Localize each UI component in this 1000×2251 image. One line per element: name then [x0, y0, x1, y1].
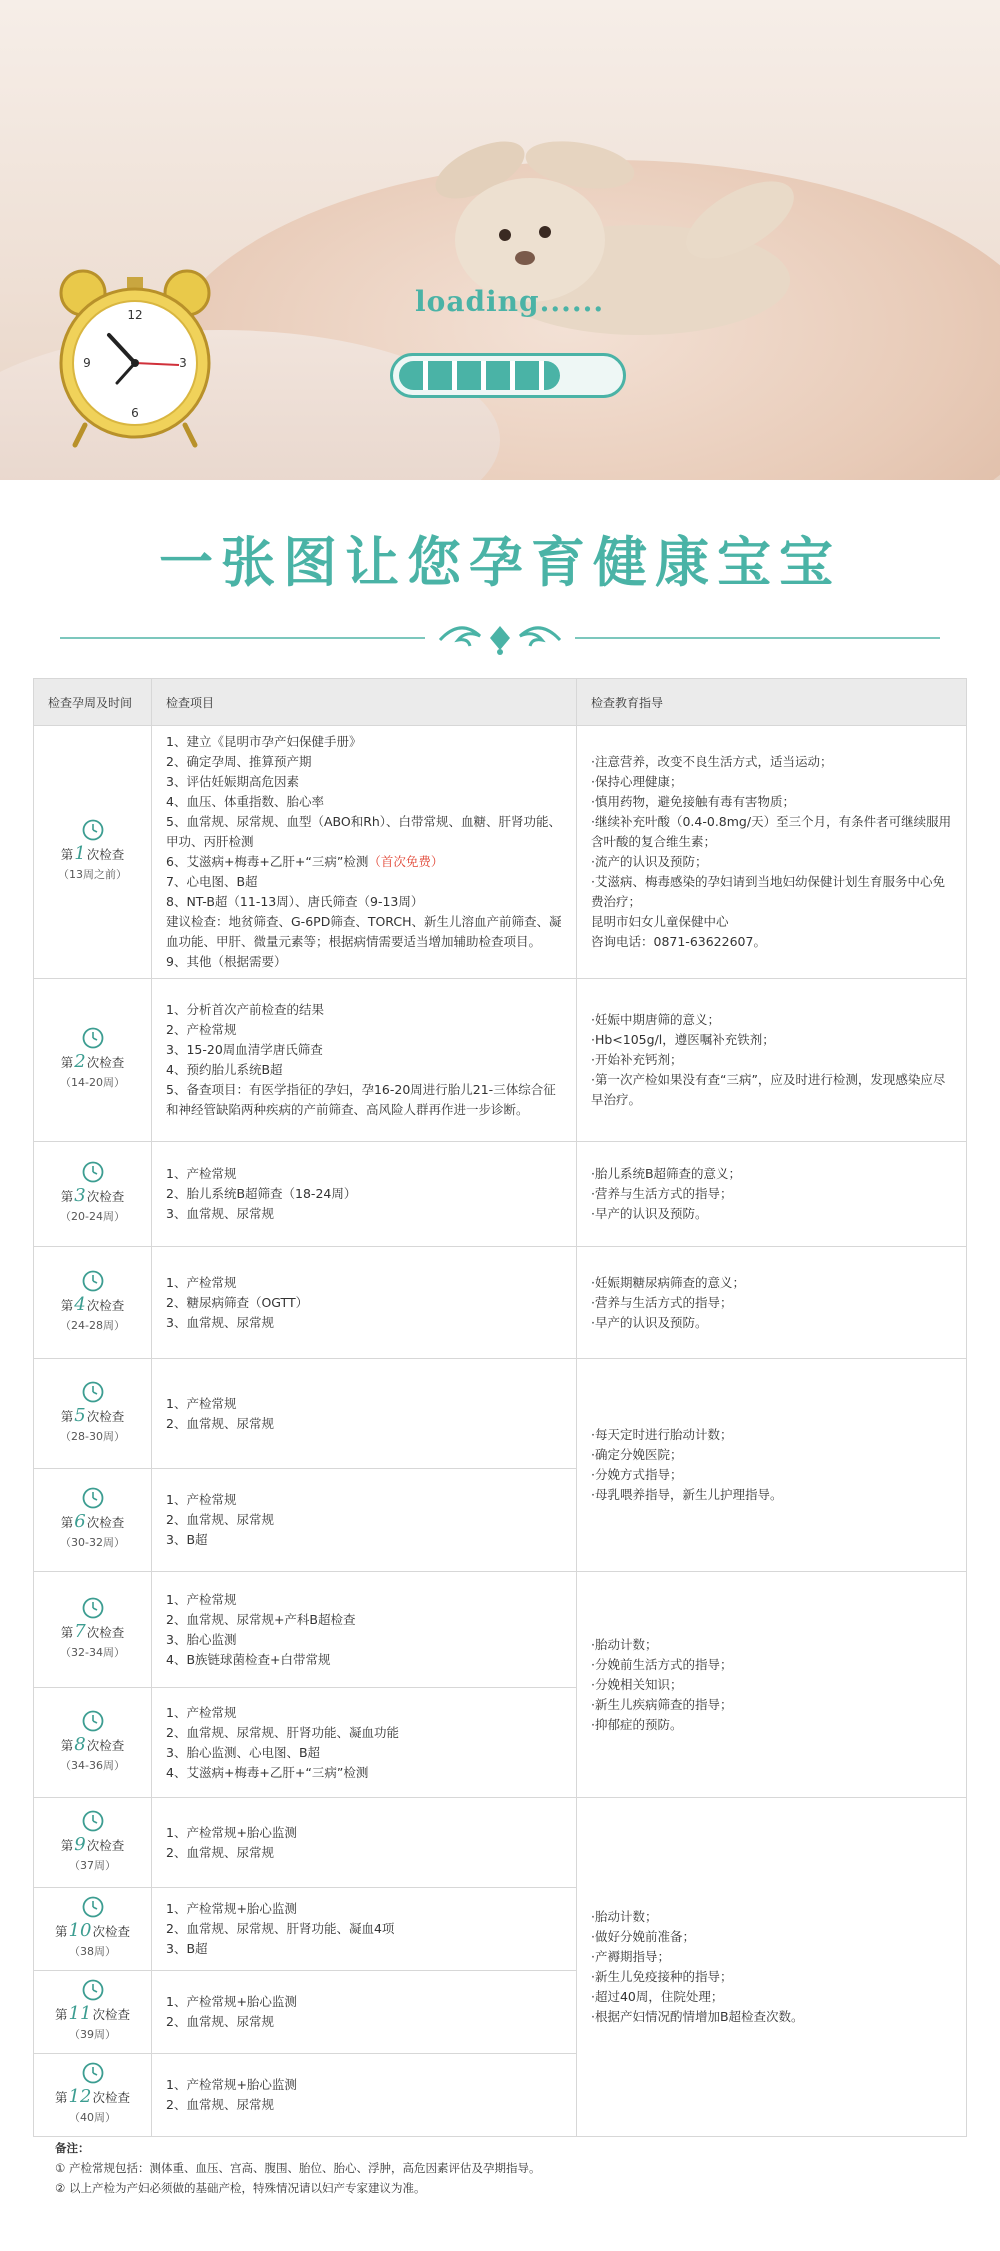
stage-weeks: （13周之前） — [58, 868, 127, 881]
table-row — [34, 979, 967, 1142]
advice-item: ·确定分娩医院； — [591, 1447, 683, 1462]
stage-cell — [34, 1572, 152, 1688]
advice-item: ·流产的认识及预防； — [591, 854, 708, 869]
items-cell — [152, 979, 577, 1142]
check-item: 3、评估妊娠期高危因素 — [166, 774, 299, 789]
items-cell — [152, 1798, 577, 1888]
stage-label — [35, 1735, 150, 1756]
stage-cell — [34, 1469, 152, 1572]
stage-label — [35, 1406, 150, 1427]
advice-cell — [577, 979, 967, 1142]
stage-pre: 第 — [60, 1624, 74, 1640]
stage-cell — [34, 1971, 152, 2054]
stage-post: 次检查 — [86, 1297, 125, 1313]
stage-num: 9 — [74, 1833, 86, 1855]
check-item: 7、心电图、B超 — [166, 874, 258, 889]
loading-progress-bar — [390, 353, 626, 398]
stage-cell — [34, 726, 152, 979]
stage-num: 2 — [74, 1051, 86, 1072]
advice-item: ·开始补充钙剂； — [591, 1052, 683, 1067]
advice-item: ·母乳喂养指导，新生儿护理指导。 — [591, 1487, 783, 1502]
stage-label — [35, 1835, 150, 1856]
check-item: 3、血常规、尿常规 — [166, 1206, 274, 1221]
advice-item: ·早产的认识及预防。 — [591, 1314, 708, 1330]
check-item: 2、胎儿系统B超筛查（18-24周） — [166, 1186, 357, 1201]
stage-post: 次检查 — [92, 2090, 130, 2105]
advice-item: ·根据产妇情况酌情增加B超检查次数。 — [591, 2009, 804, 2024]
table-row — [34, 1798, 967, 1888]
stage-num: 6 — [74, 1511, 86, 1532]
check-item: 2、血常规、尿常规、肝肾功能、凝血功能 — [166, 1724, 399, 1740]
clock-icon — [82, 1710, 104, 1732]
svg-text:3: 3 — [179, 356, 187, 370]
advice-item: ·做好分娩前准备； — [591, 1929, 695, 1944]
advice-item: ·分娩相关知识； — [591, 1676, 683, 1692]
clock-icon — [82, 1027, 104, 1049]
advice-cell — [577, 1572, 967, 1798]
stage-pre: 第 — [60, 1055, 74, 1070]
loading-text: loading...... — [415, 285, 605, 318]
check-item: 2、血常规、尿常规 — [166, 1512, 274, 1527]
advice-item: ·妊娠期糖尿病筛查的意义； — [591, 1274, 745, 1290]
stage-num: 4 — [74, 1293, 86, 1315]
stage-weeks: （28-30周） — [60, 1429, 125, 1443]
clock-icon — [82, 1381, 104, 1403]
stage-post: 次检查 — [92, 1924, 130, 1939]
stage-weeks: （38周） — [69, 1945, 116, 1958]
stage-num: 11 — [68, 2003, 92, 2024]
items-cell — [152, 1142, 577, 1247]
stage-weeks: （14-20周） — [60, 1076, 125, 1089]
advice-item: ·胎动计数； — [591, 1636, 658, 1652]
note-line: ① 产检常规包括：测体重、血压、宫高、腹围、胎位、胎心、浮肿，高危因素评估及孕期指导。 — [55, 2161, 541, 2175]
check-item: 1、产检常规 — [166, 1492, 237, 1507]
advice-cell — [577, 726, 967, 979]
svg-text:12: 12 — [127, 308, 143, 322]
stage-num: 10 — [68, 1920, 92, 1941]
advice-item: ·新生儿疾病筛查的指导； — [591, 1696, 733, 1712]
check-item: 2、血常规、尿常规 — [166, 2097, 274, 2112]
stage-pre: 第 — [60, 1515, 74, 1530]
stage-pre: 第 — [55, 2090, 68, 2105]
header-items: 检查项目 — [152, 679, 577, 726]
advice-item: ·注意营养，改变不良生活方式，适当运动； — [591, 754, 833, 769]
check-item: 3、胎心监测、心电图、B超 — [166, 1744, 321, 1760]
advice-cell — [577, 1247, 967, 1359]
check-item: 1、产检常规 — [166, 1591, 237, 1607]
clock-icon — [82, 1597, 104, 1619]
advice-item: ·妊娠中期唐筛的意义； — [591, 1012, 720, 1027]
stage-post: 次检查 — [86, 1189, 125, 1204]
table-row — [34, 1572, 967, 1688]
advice-item: ·Hb<105g/l，遵医嘱补充铁剂； — [591, 1032, 775, 1047]
check-item: 3、血常规、尿常规 — [166, 1314, 274, 1330]
clock-icon — [82, 1161, 104, 1183]
items-cell — [152, 1469, 577, 1572]
stage-pre: 第 — [60, 1837, 74, 1853]
advice-item: ·继续补充叶酸（0.4-0.8mg/天）至三个月，有条件者可继续服用含叶酸的复合维生素； — [591, 814, 952, 849]
items-cell — [152, 1888, 577, 1971]
stage-post: 次检查 — [86, 1515, 125, 1530]
stage-num: 7 — [74, 1620, 86, 1642]
page-title: 一张图让您孕育健康宝宝 — [159, 531, 841, 594]
check-item: 2、血常规、尿常规 — [166, 1844, 274, 1860]
check-item: 5、血常规、尿常规、血型（ABO和Rh）、白带常规、血糖、肝肾功能、甲功、丙肝检测 — [166, 814, 562, 849]
check-item: 1、产检常规 — [166, 1704, 237, 1720]
clock-icon — [82, 1270, 104, 1292]
check-item: 2、血常规、尿常规 — [166, 2014, 274, 2029]
check-item: 4、血压、体重指数、胎心率 — [166, 794, 324, 809]
check-item: 3、B超 — [166, 1532, 208, 1547]
advice-item: ·保持心理健康； — [591, 774, 683, 789]
check-item: 2、血常规、尿常规 — [166, 1415, 274, 1431]
stage-cell — [34, 1688, 152, 1798]
stage-label — [35, 1052, 150, 1073]
check-item-note: 建议检查：地贫筛查、G-6PD筛查、TORCH、新生儿溶血产前筛查、凝血功能、甲肝、微量元素等；根据病情需要适当增加辅助检查项目。 — [166, 914, 562, 949]
stage-cell — [34, 979, 152, 1142]
clock-icon — [82, 1810, 104, 1832]
table-row — [34, 726, 967, 979]
stage-post: 次检查 — [92, 2007, 130, 2022]
check-item: 9、其他（根据需要） — [166, 954, 287, 969]
items-cell — [152, 1359, 577, 1469]
check-item: 3、B超 — [166, 1941, 208, 1956]
check-item: 6、艾滋病+梅毒+乙肝+“三病”检测（首次免费） — [166, 854, 444, 869]
check-item: 1、产检常规+胎心监测 — [166, 1994, 297, 2009]
check-item: 5、备查项目：有医学指征的孕妇，孕16-20周进行胎儿21-三体综合征和神经管缺陷两种疾病的产前筛查、高风险人群再作进一步诊断。 — [166, 1082, 556, 1117]
stage-post: 次检查 — [86, 847, 125, 862]
check-item: 4、艾滋病+梅毒+乙肝+“三病”检测 — [166, 1764, 369, 1780]
stage-pre: 第 — [60, 1189, 74, 1204]
advice-item: ·抑郁症的预防。 — [591, 1716, 683, 1732]
check-item: 1、产检常规+胎心监测 — [166, 1901, 297, 1916]
advice-item: ·营养与生活方式的指导； — [591, 1294, 733, 1310]
stage-cell — [34, 1247, 152, 1359]
stage-cell — [34, 1888, 152, 1971]
advice-item: ·胎儿系统B超筛查的意义； — [591, 1166, 742, 1181]
stage-pre: 第 — [60, 1408, 74, 1424]
check-item: 2、血常规、尿常规、肝肾功能、凝血4项 — [166, 1921, 395, 1936]
check-item: 3、15-20周血清学唐氏筛查 — [166, 1042, 323, 1057]
stage-weeks: （39周） — [69, 2028, 116, 2041]
stage-label — [35, 1295, 150, 1316]
advice-item: ·分娩方式指导； — [591, 1467, 683, 1482]
advice-item: ·早产的认识及预防。 — [591, 1206, 708, 1221]
check-item: 1、建立《昆明市孕产妇保健手册》 — [166, 734, 362, 749]
stage-label — [35, 844, 150, 865]
advice-item: 昆明市妇女儿童保健中心 — [591, 914, 729, 929]
check-item: 1、产检常规+胎心监测 — [166, 1824, 297, 1840]
table-row — [34, 1142, 967, 1247]
check-item: 8、NT-B超（11-13周）、唐氏筛查（9-13周） — [166, 894, 424, 909]
advice-item: ·艾滋病、梅毒感染的孕妇请到当地妇幼保健计划生育服务中心免费治疗； — [591, 874, 945, 909]
stage-pre: 第 — [60, 1737, 74, 1753]
free-badge-text: （首次免费） — [368, 854, 444, 869]
items-cell — [152, 1572, 577, 1688]
note-line: ② 以上产检为产妇必须做的基础产检，特殊情况请以妇产专家建议为准。 — [55, 2181, 426, 2195]
svg-text:6: 6 — [131, 406, 139, 420]
stage-pre: 第 — [55, 1924, 68, 1939]
clock-icon — [82, 1896, 104, 1918]
stage-cell — [34, 1142, 152, 1247]
advice-item: ·超过40周，住院处理； — [591, 1989, 724, 2004]
items-cell — [152, 2054, 577, 2137]
header-advice: 检查教育指导 — [577, 679, 967, 726]
clock-icon — [82, 2062, 104, 2084]
advice-item: ·慎用药物，避免接触有毒有害物质； — [591, 794, 795, 809]
advice-item: ·分娩前生活方式的指导； — [591, 1656, 733, 1672]
alarm-clock-icon — [55, 265, 215, 450]
stage-weeks: （34-36周） — [60, 1758, 125, 1772]
clock-icon — [82, 819, 104, 841]
notes-title: 备注： — [55, 2141, 90, 2155]
stage-cell — [34, 2054, 152, 2137]
check-item: 2、确定孕周、推算预产期 — [166, 754, 312, 769]
stage-post: 次检查 — [86, 1408, 125, 1424]
check-item: 1、产检常规+胎心监测 — [166, 2077, 297, 2092]
advice-cell — [577, 1798, 967, 2137]
check-item: 1、分析首次产前检查的结果 — [166, 1002, 324, 1017]
stage-post: 次检查 — [86, 1837, 125, 1853]
check-item: 4、B族链球菌检查+白带常规 — [166, 1651, 331, 1667]
items-cell — [152, 1247, 577, 1359]
header-stage: 检查孕周及时间 — [34, 679, 152, 726]
stage-weeks: （32-34周） — [60, 1645, 125, 1659]
stage-cell — [34, 1798, 152, 1888]
advice-cell — [577, 1142, 967, 1247]
stage-pre: 第 — [60, 847, 74, 862]
ornamental-divider — [60, 616, 940, 656]
stage-num: 1 — [74, 843, 86, 864]
stage-label — [35, 1921, 150, 1942]
hero-banner — [0, 0, 1000, 480]
advice-item: ·营养与生活方式的指导； — [591, 1186, 733, 1201]
advice-item: ·新生儿免疫接种的指导； — [591, 1969, 733, 1984]
check-item: 3、胎心监测 — [166, 1631, 237, 1647]
stage-num: 5 — [74, 1404, 86, 1426]
stage-cell — [34, 1359, 152, 1469]
stage-weeks: （24-28周） — [60, 1318, 125, 1332]
stage-label — [35, 1512, 150, 1533]
stage-pre: 第 — [55, 2007, 68, 2022]
stage-weeks: （20-24周） — [60, 1210, 125, 1223]
check-item: 1、产检常规 — [166, 1166, 237, 1181]
check-item: 1、产检常规 — [166, 1274, 237, 1290]
svg-text:9: 9 — [83, 356, 91, 370]
advice-item: ·产褥期指导； — [591, 1949, 670, 1964]
stage-label — [35, 2004, 150, 2025]
clock-icon — [82, 1979, 104, 2001]
check-item: 2、血常规、尿常规+产科B超检查 — [166, 1611, 356, 1627]
stage-num: 12 — [68, 2086, 92, 2107]
footnotes — [55, 2138, 540, 2198]
stage-num: 3 — [74, 1185, 86, 1206]
stage-pre: 第 — [60, 1297, 74, 1313]
stage-post: 次检查 — [86, 1624, 125, 1640]
advice-item: ·胎动计数； — [591, 1909, 658, 1924]
table-row — [34, 1247, 967, 1359]
check-item: 1、产检常规 — [166, 1395, 237, 1411]
stage-weeks: （37周） — [69, 1858, 116, 1872]
items-cell — [152, 1688, 577, 1798]
stage-label — [35, 2087, 150, 2108]
stage-label — [35, 1622, 150, 1643]
advice-cell — [577, 1359, 967, 1572]
stage-num: 8 — [74, 1733, 86, 1755]
advice-item: 咨询电话：0871-63622607。 — [591, 934, 766, 949]
check-item: 2、糖尿病筛查（OGTT） — [166, 1294, 309, 1310]
advice-item: ·每天定时进行胎动计数； — [591, 1427, 733, 1442]
stage-weeks: （30-32周） — [60, 1536, 125, 1549]
items-cell — [152, 1971, 577, 2054]
advice-item: ·第一次产检如果没有查“三病”，应及时进行检测，发现感染应尽早治疗。 — [591, 1072, 946, 1107]
clock-icon — [82, 1487, 104, 1509]
items-cell — [152, 726, 577, 979]
checkup-schedule-table — [33, 678, 966, 2137]
stage-post: 次检查 — [86, 1055, 125, 1070]
check-item: 4、预约胎儿系统B超 — [166, 1062, 283, 1077]
stage-post: 次检查 — [86, 1737, 125, 1753]
stage-weeks: （40周） — [69, 2111, 116, 2124]
stage-label — [35, 1186, 150, 1207]
progress-fill — [399, 361, 560, 390]
check-item: 2、产检常规 — [166, 1022, 237, 1037]
table-row — [34, 1359, 967, 1469]
